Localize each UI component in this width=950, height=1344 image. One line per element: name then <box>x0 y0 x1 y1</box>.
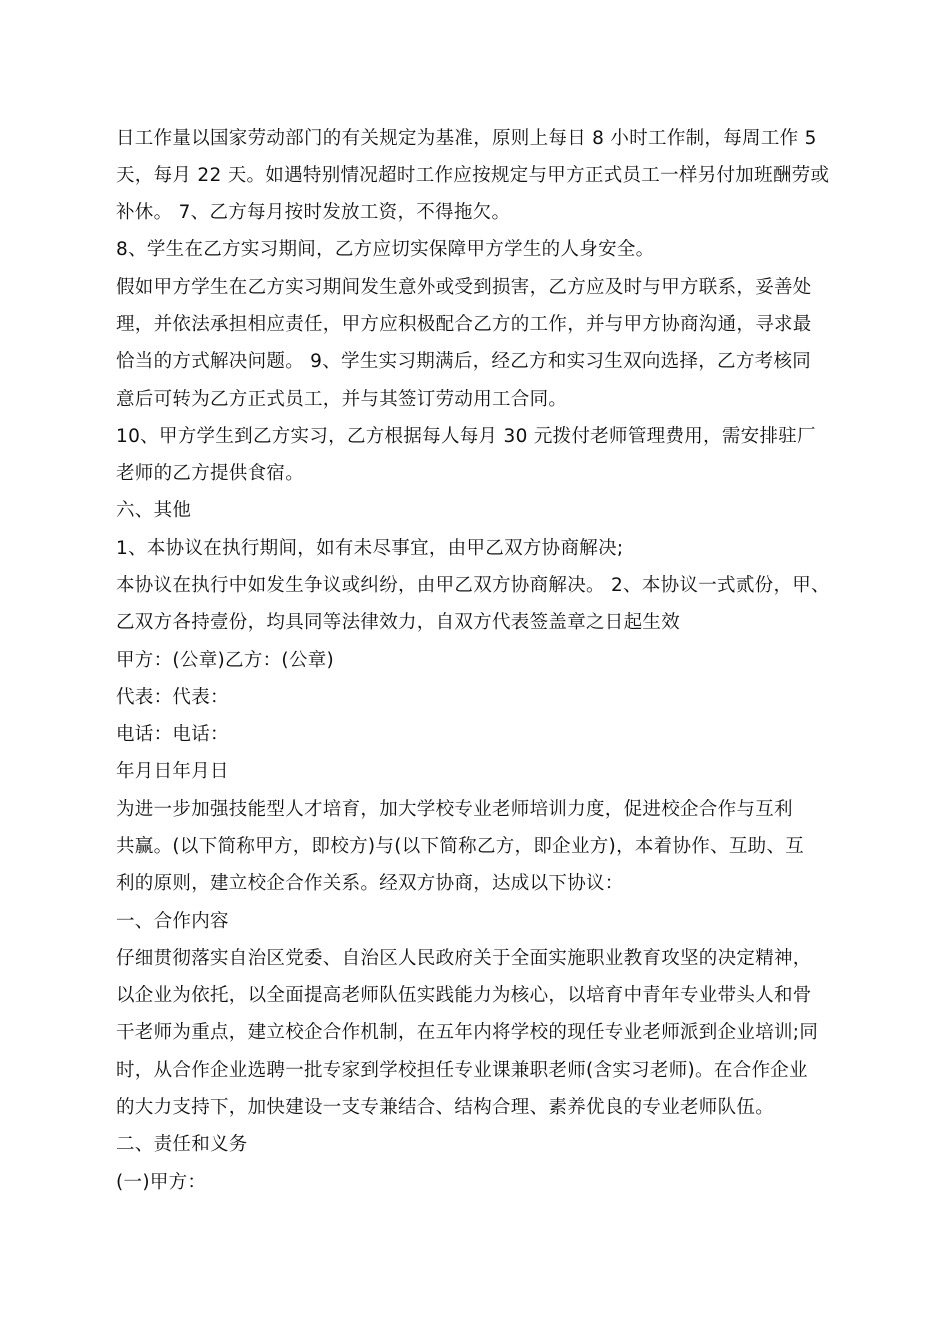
section-heading: 一、合作内容 <box>116 911 229 932</box>
subsection-heading: (一)甲方： <box>116 1172 207 1193</box>
date-line: 年月日年月日 <box>116 761 229 782</box>
text-line: 意后可转为乙方正式员工，并与其签订劳动用工合同。 <box>116 389 568 410</box>
text-line: 老师的乙方提供食宿。 <box>116 463 305 484</box>
text-line: 恰当的方式解决问题。 9、学生实习期满后，经乙方和实习生双向选择，乙方考核同 <box>116 351 812 372</box>
representative-line: 代表：代表： <box>116 687 229 708</box>
text-line: 仔细贯彻落实自治区党委、自治区人民政府关于全面实施职业教育攻坚的决定精神， <box>116 948 812 969</box>
text-line: 以企业为依托，以全面提高老师队伍实践能力为核心，以培育中青年专业带头人和骨 <box>116 985 812 1006</box>
text-line: 1、本协议在执行期间，如有未尽事宜，由甲乙双方协商解决; <box>116 538 624 559</box>
text-line: 天，每月 22 天。如遇特别情况超时工作应按规定与甲方正式员工一样另付加班酬劳或 <box>116 165 830 186</box>
text-line: 8、学生在乙方实习期间，乙方应切实保障甲方学生的人身安全。 <box>116 239 655 260</box>
section-heading: 二、责任和义务 <box>116 1134 248 1155</box>
text-line: 假如甲方学生在乙方实习期间发生意外或受到损害，乙方应及时与甲方联系，妥善处 <box>116 277 812 298</box>
text-line: 的大力支持下，加快建设一支专兼结合、结构合理、素养优良的专业老师队伍。 <box>116 1097 775 1118</box>
text-line: 时，从合作企业选聘一批专家到学校担任专业课兼职老师(含实习老师)。在合作企业 <box>116 1060 808 1081</box>
signature-line: 甲方：(公章)乙方：(公章) <box>116 650 335 671</box>
phone-line: 电话：电话： <box>116 724 229 745</box>
text-line: 乙双方各持壹份，均具同等法律效力，自双方代表签盖章之日起生效 <box>116 612 681 633</box>
text-line: 本协议在执行中如发生争议或纠纷，由甲乙双方协商解决。 2、本协议一式贰份，甲、 <box>116 575 830 596</box>
text-line: 10、甲方学生到乙方实习，乙方根据每人每月 30 元拨付老师管理费用，需安排驻厂 <box>116 426 816 447</box>
text-line: 利的原则，建立校企合作关系。经双方协商，达成以下协议： <box>116 873 624 894</box>
section-heading: 六、其他 <box>116 500 192 521</box>
text-line: 共赢。(以下简称甲方，即校方)与(以下简称乙方，即企业方)，本着协作、互助、互 <box>116 836 805 857</box>
text-line: 补休。 7、乙方每月按时发放工资，不得拖欠。 <box>116 202 511 223</box>
text-line: 干老师为重点，建立校企合作机制，在五年内将学校的现任专业老师派到企业培训;同 <box>116 1022 819 1043</box>
text-line: 为进一步加强技能型人才培育，加大学校专业老师培训力度，促进校企合作与互利 <box>116 799 793 820</box>
text-line: 理，并依法承担相应责任，甲方应积极配合乙方的工作，并与甲方协商沟通，寻求最 <box>116 314 812 335</box>
text-line: 日工作量以国家劳动部门的有关规定为基准，原则上每日 8 小时工作制，每周工作 5 <box>116 128 817 149</box>
